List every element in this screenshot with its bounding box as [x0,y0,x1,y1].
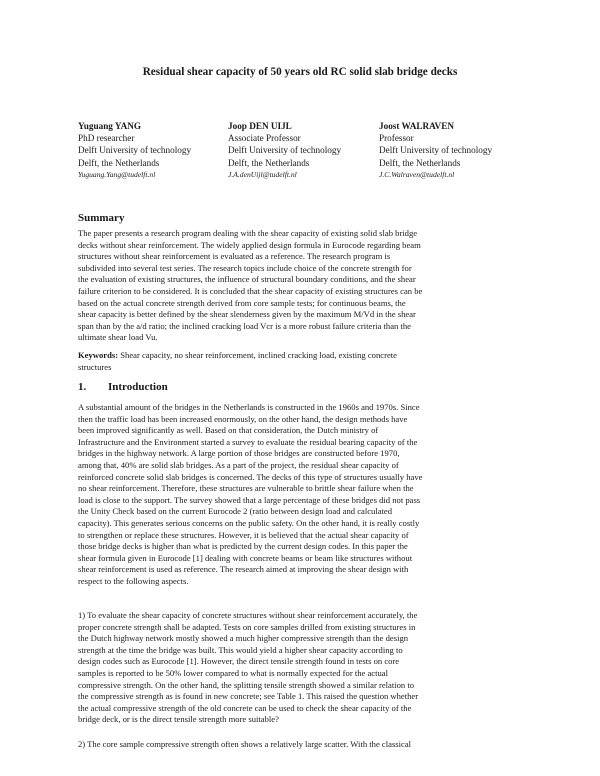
summary-line: subdivided into several test series. The research topics include choice of the concrete strength for [78,262,412,273]
author-role: Associate Professor [228,133,301,144]
author-block-3 [379,120,539,181]
intro-line: proper concrete strength shall be adapted. Tests on core samples drilled from existing structures in [78,621,416,632]
intro-line: then the traffic load has been increased enormously, on the other hand, the design methods have [78,413,408,424]
summary-heading: Summary [78,212,125,224]
keywords-line: structures [78,361,112,372]
intro-line: compressive strength. On the other hand, the splitting tensile strength showed a similar relation to [78,679,415,690]
paper-title: Residual shear capacity of 50 years old RC solid slab bridge decks [142,66,458,78]
summary-line: failure criterion to be considered. It is concluded that the shear capacity of existing structures can be [78,285,423,296]
author-location: Delft, the Netherlands [228,157,310,168]
author-affiliation: Delft University of technology [379,145,493,156]
summary-line: The paper presents a research program dealing with the shear capacity of existing solid slab bridge [78,228,418,238]
author-location: Delft, the Netherlands [78,157,160,168]
summary-paragraph [78,228,522,344]
keywords-paragraph [78,350,522,373]
intro-line: been improved significantly as well. Based on that consideration, the Dutch ministry of [78,425,379,436]
summary-line: span than by the a/d ratio; the inclined cracking load Vcr is a more robust failure criteria than the [78,320,411,331]
intro-line: 2) The core sample compressive strength often shows a relatively large scatter. With the classical [78,739,412,749]
summary-line: the evaluation of existing structures, the influence of structural boundary conditions, and the shear [78,274,416,285]
author-email: J.C.Walraven@tudelft.nl [379,169,455,179]
author-name: Yuguang YANG [78,121,142,131]
intro-line: A substantial amount of the bridges in the Netherlands is constructed in the 1960s and 1970s. Since [78,402,420,412]
summary-line: ultimate shear load Vu. [78,332,158,343]
section-number: 1. [78,381,87,393]
author-affiliation: Delft University of technology [78,145,192,156]
intro-line: among that, 40% are solid slab bridges. As a part of the project, the residual shear capacity of [78,459,399,470]
intro-line: capacity). This generates serious concerns on the public safety. On the other hand, it is really costly [78,517,420,528]
intro-line: the compressive strength as is found in new concrete; see Table 1. This raised the question whether [78,691,419,702]
intro-line: strength at the time the bridge was built. This would yield a higher shear capacity according to [78,644,403,655]
intro-line: samples is reported to be 50% lower compared to what is normally expected for the actual [78,667,388,678]
intro-line: reinforced concrete solid slab bridges is concerned. The decks of this type of structures usually have [78,471,423,482]
introduction-paragraph-2 [78,610,522,726]
keywords-label: Keywords: [78,350,119,360]
keywords-line [78,350,522,362]
author-role: Professor [379,133,414,144]
intro-line: shear reinforcement is used as reference. The research aimed at improving the shear design with [78,564,409,575]
author-email: J.A.denUijl@tudelft.nl [228,169,297,179]
intro-line: design codes such as Eurocode [1]. However, the direct tensile strength found in tests on core [78,656,400,667]
intro-line: the Dutch highway network mostly showed a much higher compressive strength than the design [78,633,409,644]
intro-line: bridge deck, or is the direct tensile strength more suitable? [78,714,279,725]
summary-line: shear capacity is better defined by the shear slenderness given by the maximum M/Vd in the shear [78,309,416,320]
author-block-2 [228,120,388,181]
author-affiliation: Delft University of technology [228,145,342,156]
author-role: PhD researcher [78,133,135,144]
intro-line: those bridge decks is higher than what is predicted by the current design codes. In this paper the [78,541,408,552]
intro-line: shear formula given in Eurocode [1] dealing with concrete beams or beam like structures without [78,552,413,563]
introduction-paragraph-1 [78,402,522,588]
intro-line: respect to the following aspects. [78,575,189,586]
section-title: Introduction [108,381,168,393]
intro-line: no shear reinforcement. Therefore, these structures are vulnerable to brittle shear failure when the [78,483,414,494]
intro-line: load is close to the support. The survey showed that a large percentage of these bridges did not pass [78,494,421,505]
introduction-paragraph-3 [78,739,522,751]
intro-line: 1) To evaluate the shear capacity of concrete structures without shear reinforcement accurately, the [78,610,418,620]
author-name: Joost WALRAVEN [379,121,454,131]
intro-line: Infrastructure and the Environment started a survey to evaluate the residual bearing capacity of the [78,436,418,447]
summary-line: based on the actual concrete strength derived from core sample tests; for continuous beams, the [78,297,406,308]
author-block-1 [78,120,238,181]
intro-line: the actual compressive strength of the old concrete can be used to check the shear capacity of the [78,702,412,713]
intro-line: the Unity Check based on the current Eurocode 2 (ratio between design load and calculated [78,506,393,517]
author-location: Delft, the Netherlands [379,157,461,168]
author-name: Joop DEN UIJL [228,121,292,131]
intro-line: bridges in the highway network. A large portion of those bridges are constructed before 1970, [78,448,400,459]
summary-line: structures without shear reinforcement is evaluated as a reference. The research program is [78,251,391,262]
summary-line: decks without shear reinforcement. The widely applied design formula in Eurocode regarding beam [78,239,421,250]
keywords-text: Shear capacity, no shear reinforcement, inclined cracking load, existing concrete [118,350,397,360]
author-email: Yuguang.Yang@tudelft.nl [78,169,156,179]
intro-line: to strengthen or replace these structures. However, it is believed that the actual shear capacity of [78,529,409,540]
introduction-heading [78,381,168,393]
